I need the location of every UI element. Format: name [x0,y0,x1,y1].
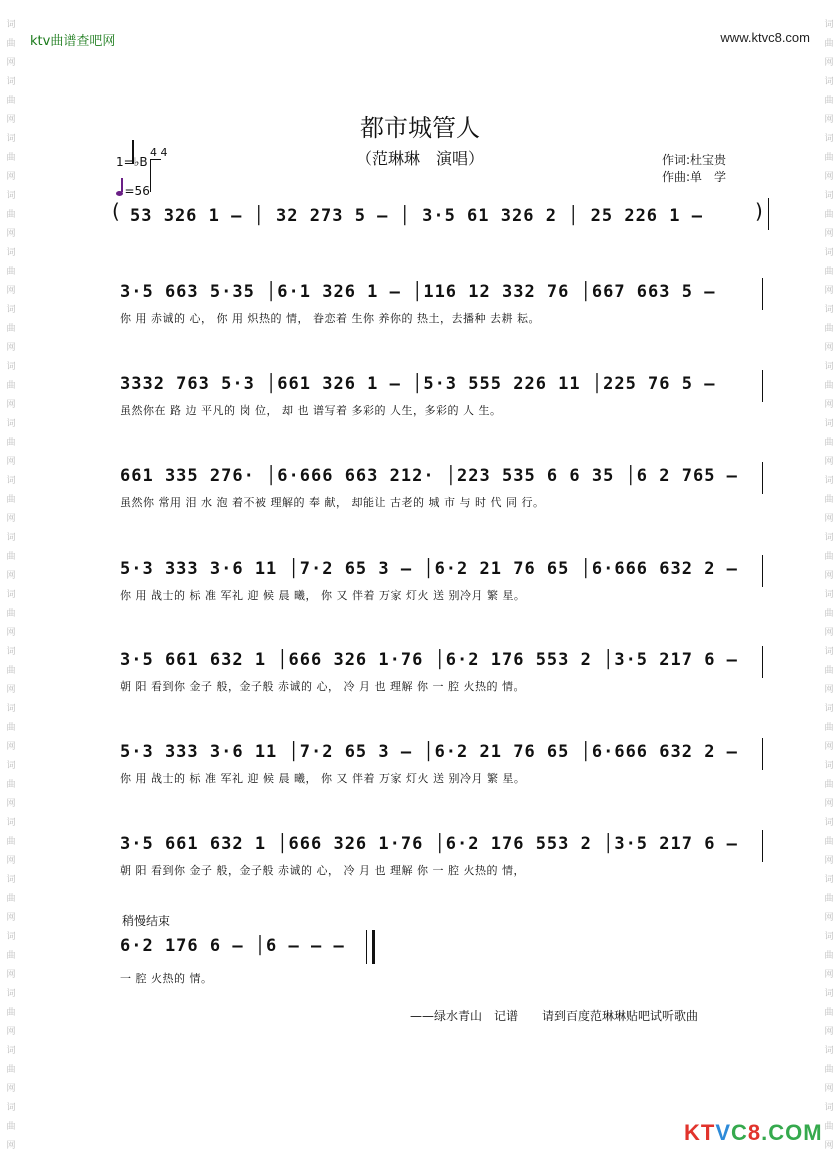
watermark-char: 曲 [6,267,16,277]
watermark-char: 曲 [824,666,834,676]
watermark-char: 曲 [6,495,16,505]
watermark-char: 曲 [824,723,834,733]
watermark-char: 词 [824,248,834,258]
watermark-char: 网 [6,58,16,68]
watermark-char: 网 [824,571,834,581]
watermark-char: 曲 [6,96,16,106]
watermark-char: 曲 [824,495,834,505]
final-barline [366,930,375,964]
watermark-char: 曲 [6,438,16,448]
watermark-char: 网 [6,286,16,296]
line-notes: 3·5 663 5·35 │6·1 326 1 – │116 12 332 76 │667 663 5 – [120,282,716,302]
watermark-char: 网 [6,742,16,752]
ending-lyrics: 一 腔 火热的 情。 [120,972,213,985]
footer-note: ——绿水青山 记谱 请到百度范琳琳贴吧试听歌曲 [410,1009,699,1023]
watermark-char: 词 [6,305,16,315]
watermark-char: 词 [824,1103,834,1113]
watermark-char: 词 [824,590,834,600]
ending-instruction: 稍慢结束 [122,914,171,928]
line-end-barline [762,370,763,402]
watermark-char: 词 [6,134,16,144]
watermark-char: 曲 [6,153,16,163]
watermark-char: 曲 [824,837,834,847]
watermark-char: 词 [824,818,834,828]
watermark-char: 曲 [824,267,834,277]
watermark-char: 网 [824,799,834,809]
watermark-char: 网 [824,685,834,695]
lyricist: 作词:杜宝贵 [662,153,727,167]
watermark-char: 网 [824,400,834,410]
watermark-char: 曲 [824,1065,834,1075]
watermark-char: 词 [824,932,834,942]
watermark-char: 网 [824,343,834,353]
watermark-char: 词 [824,1046,834,1056]
watermark-char: 词 [824,989,834,999]
line-lyrics: 虽然你在 路 边 平凡的 岗 位， 却 也 谱写着 多彩的 人生，多彩的 人 生。 [120,404,502,417]
watermark-char: 曲 [6,666,16,676]
watermark-char: 网 [824,1084,834,1094]
watermark-char: 词 [6,1046,16,1056]
watermark-char: 曲 [6,210,16,220]
watermark-char: 网 [6,514,16,524]
watermark-char: 词 [6,419,16,429]
watermark-char: 网 [824,58,834,68]
watermark-char: 词 [6,761,16,771]
watermark-char: 词 [824,647,834,657]
watermark-char: 网 [6,1084,16,1094]
time-signature [150,147,168,159]
watermark-char: 曲 [824,1122,834,1132]
line-end-barline [762,830,763,862]
watermark-char: 网 [6,628,16,638]
watermark-char: 曲 [6,39,16,49]
watermark-char: 网 [824,514,834,524]
watermark-char: 词 [824,875,834,885]
watermark-char: 词 [6,362,16,372]
key-signature: 1=♭B [116,155,148,169]
watermark-char: 词 [824,305,834,315]
watermark-char: 曲 [6,609,16,619]
meter-bottom: 4 [160,146,168,159]
watermark-char: 曲 [824,609,834,619]
watermark-char: 词 [824,362,834,372]
watermark-char: 词 [824,77,834,87]
line-notes: 5·3 333 3·6 11 │7·2 65 3 – │6·2 21 76 65 │6·666 632 2 – [120,559,738,579]
watermark-char: 词 [6,191,16,201]
watermark-char: 曲 [6,1065,16,1075]
line-lyrics: 虽然你 常用 泪 水 泡 着不被 理解的 奉 献， 却能让 古老的 城 市 与 时 代 同 行。 [120,496,545,509]
watermark-char: 曲 [824,96,834,106]
right-watermark-strip [818,0,840,1169]
watermark-char: 网 [6,856,16,866]
watermark-char: 网 [6,571,16,581]
watermark-char: 网 [824,172,834,182]
watermark-char: 网 [6,115,16,125]
watermark-char: 曲 [824,1008,834,1018]
watermark-char: 网 [824,856,834,866]
line-end-barline [762,278,763,310]
watermark-char: 曲 [824,381,834,391]
line-lyrics: 朝 阳 看到你 金子 般，金子般 赤诚的 心， 冷 月 也 理解 你 一 腔 火热的 情， [120,864,525,877]
watermark-char: 曲 [6,552,16,562]
watermark-char: 网 [824,115,834,125]
line-notes: 3332 763 5·3 │661 326 1 – │5·3 555 226 11 │225 76 5 – [120,374,716,394]
watermark-char: 词 [824,20,834,30]
watermark-char: 词 [824,476,834,486]
watermark-char: 网 [824,286,834,296]
watermark-char: 曲 [6,837,16,847]
watermark-char: 曲 [824,324,834,334]
watermark-char: 网 [824,628,834,638]
watermark-char: 曲 [824,894,834,904]
line-lyrics: 你 用 战士的 标 准 军礼 迎 候 晨 曦， 你 又 伴着 万家 灯火 送 别冷月 繁 星。 [120,589,526,602]
watermark-char: 网 [6,457,16,467]
watermark-char: 词 [6,77,16,87]
watermark-char: 网 [6,685,16,695]
watermark-char: 曲 [824,39,834,49]
watermark-char: 曲 [824,552,834,562]
line-notes: 3·5 661 632 1 │666 326 1·76 │6·2 176 553 2 │3·5 217 6 – [120,834,738,854]
watermark-char: 曲 [824,780,834,790]
watermark-char: 曲 [824,153,834,163]
credits [662,152,726,186]
watermark-char: 曲 [6,1122,16,1132]
watermark-char: 网 [824,1027,834,1037]
watermark-char: 词 [824,761,834,771]
watermark-char: 词 [6,647,16,657]
watermark-char: 曲 [6,1008,16,1018]
watermark-char: 网 [6,1027,16,1037]
watermark-char: 词 [824,134,834,144]
watermark-char: 网 [6,229,16,239]
watermark-char: 曲 [824,210,834,220]
watermark-char: 曲 [6,381,16,391]
watermark-char: 曲 [6,324,16,334]
watermark-char: 曲 [6,780,16,790]
ending-notes: 6·2 176 6 – │6 – – – [120,936,345,956]
watermark-char: 词 [6,1103,16,1113]
line-notes: 5·3 333 3·6 11 │7·2 65 3 – │6·2 21 76 65 │6·666 632 2 – [120,742,738,762]
watermark-char: 网 [824,742,834,752]
watermark-char: 曲 [824,438,834,448]
watermark-char: 词 [6,248,16,258]
line-end-barline [762,646,763,678]
watermark-char: 词 [6,20,16,30]
watermark-char: 曲 [6,951,16,961]
intro-notes: 53 326 1 – │ 32 273 5 – │ 3·5 61 326 2 │ 25 226 1 – [130,206,703,226]
watermark-char: 网 [824,970,834,980]
watermark-char: 曲 [824,951,834,961]
watermark-char: 词 [6,590,16,600]
watermark-char: 词 [6,875,16,885]
line-end-barline [762,462,763,494]
watermark-char: 网 [6,970,16,980]
watermark-char: 词 [6,932,16,942]
watermark-char: 词 [6,533,16,543]
watermark-char: 词 [6,476,16,486]
site-url[interactable]: www.ktvc8.com [720,30,810,45]
watermark-char: 词 [824,704,834,714]
line-notes: 661 335 276· │6·666 663 212· │223 535 6 6 35 │6 2 765 – [120,466,738,486]
watermark-char: 网 [6,799,16,809]
composer: 作曲:单 学 [662,170,727,184]
watermark-char: 网 [824,229,834,239]
line-lyrics: 你 用 赤诚的 心， 你 用 炽热的 情， 眷恋着 生你 养你的 热土，去播种 去耕 耘。 [120,312,540,325]
watermark-char: 词 [6,818,16,828]
watermark-char: 词 [824,419,834,429]
left-watermark-strip [0,0,22,1169]
watermark-char: 词 [824,191,834,201]
watermark-char: 网 [6,400,16,410]
watermark-char: 曲 [6,723,16,733]
watermark-char: 词 [824,533,834,543]
watermark-char: 词 [6,704,16,714]
watermark-char: 曲 [6,894,16,904]
line-lyrics: 你 用 战士的 标 准 军礼 迎 候 晨 曦， 你 又 伴着 万家 灯火 送 别冷月 繁 星。 [120,772,526,785]
ktvc8-logo: KTVC8.COM [684,1120,823,1145]
tempo-marking: =56 [116,181,150,198]
watermark-char: 词 [6,989,16,999]
performer: （范琳琳 演唱） [355,149,484,168]
watermark-char: 网 [6,343,16,353]
watermark-char: 网 [824,457,834,467]
meter-top: 4 [150,146,157,159]
site-name[interactable]: ktv曲谱查吧网 [30,34,116,49]
line-lyrics: 朝 阳 看到你 金子 般，金子般 赤诚的 心， 冷 月 也 理解 你 一 腔 火热的 情。 [120,680,525,693]
watermark-char: 网 [6,172,16,182]
line-end-barline [762,738,763,770]
watermark-char: 网 [824,913,834,923]
song-title: 都市城管人 [360,114,480,142]
line-notes: 3·5 661 632 1 │666 326 1·76 │6·2 176 553 2 │3·5 217 6 – [120,650,738,670]
line-end-barline [762,555,763,587]
watermark-char: 网 [824,1141,834,1151]
watermark-char: 网 [6,1141,16,1151]
watermark-char: 网 [6,913,16,923]
